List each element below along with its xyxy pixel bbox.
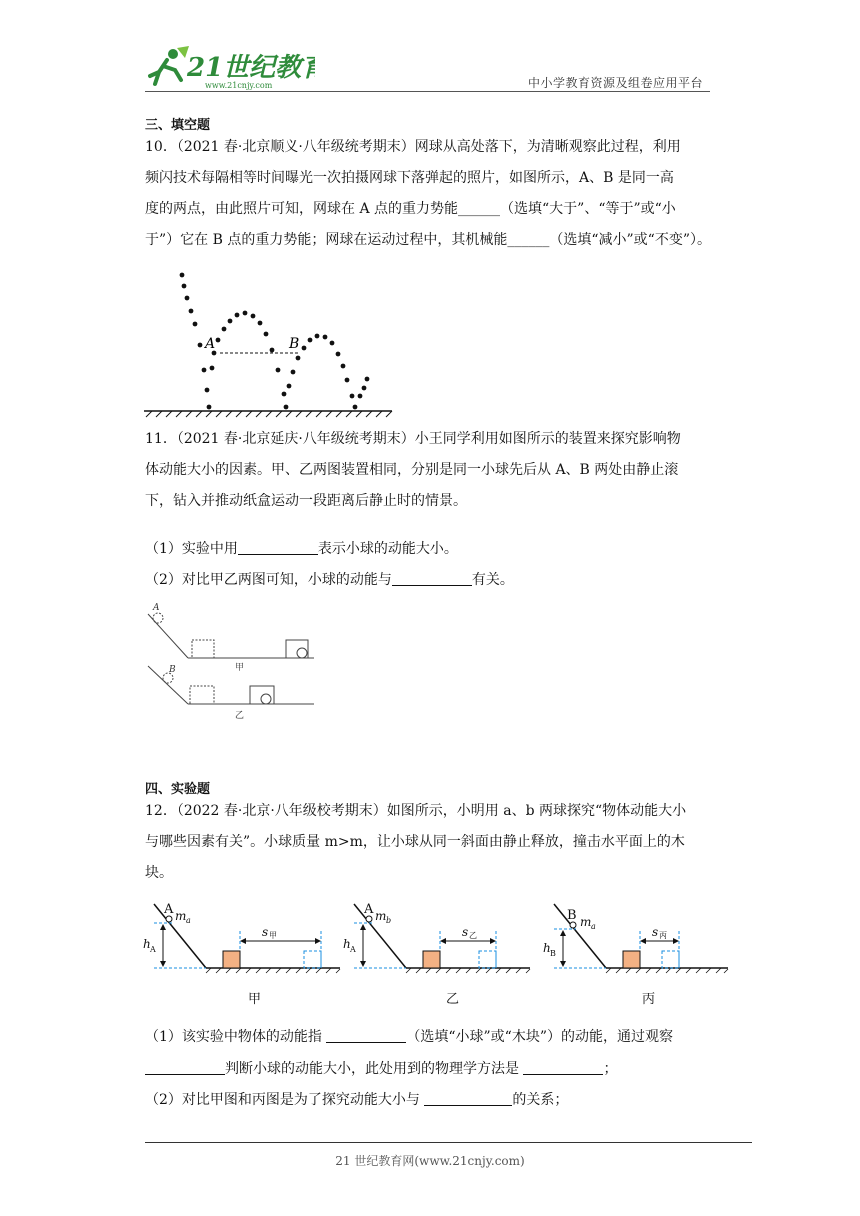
answer-blank[interactable]: [424, 1091, 512, 1106]
svg-text:B: B: [550, 949, 556, 958]
q11-label-a: A: [153, 603, 160, 613]
question-11: [145, 424, 715, 517]
q12-line: 12．（2022 春·北京·八年级校考期末）如图所示，小明用 a、b 两球探究“物体动能大小: [145, 803, 687, 819]
q10-line: 度的两点，由此照片可知，网球在 A 点的重力势能______（选填“大于”、“等于”或“小: [145, 201, 676, 217]
q12-line: 块。: [145, 865, 173, 881]
svg-text:h: h: [543, 941, 551, 955]
q10-strobe-figure: [142, 268, 394, 418]
q12-line: 与哪些因素有关”。小球质量 m>m，让小球从同一斜面由静止释放，撞击水平面上的木: [145, 834, 685, 850]
svg-text:丙: 丙: [659, 931, 667, 940]
q12-subquestion-1-cont: 判断小球的动能大小，此处用到的物理学方法是 ；: [145, 1058, 617, 1078]
q12-figures: [140, 898, 730, 1016]
q12-caption-yi: 乙: [446, 992, 460, 1007]
section-heading-experiment: 四、实验题: [145, 782, 211, 797]
q12-figure-bing: [543, 904, 728, 1007]
answer-blank[interactable]: [145, 1060, 225, 1075]
svg-text:甲: 甲: [269, 931, 277, 940]
footer-divider: [145, 1142, 752, 1143]
svg-text:A: A: [164, 902, 174, 917]
svg-text:乙: 乙: [469, 931, 477, 940]
platform-name: 中小学教育资源及组卷应用平台: [528, 76, 704, 90]
svg-text:m: m: [375, 909, 387, 923]
svg-text:A: A: [150, 945, 156, 954]
svg-text:h: h: [143, 937, 151, 951]
svg-text:A: A: [350, 945, 356, 954]
svg-text:m: m: [580, 915, 592, 929]
q11-line: 下，钻入并推动纸盒运动一段距离后静止时的情景。: [145, 493, 467, 509]
q12-subquestion-1: （1）该实验中物体的动能指 （选填“小球”或“木块”）的动能，通过观察: [145, 1029, 673, 1045]
q10-line: 于”）它在 B 点的重力势能；网球在运动过程中，其机械能______（选填“减小”或“不变”）。: [145, 232, 711, 248]
svg-text:h: h: [343, 937, 351, 951]
q11-subquestion-2: （2）对比甲乙两图可知，小球的动能与 有关。: [145, 572, 514, 588]
svg-text:a: a: [186, 916, 191, 925]
question-10: [145, 132, 715, 256]
q12-figure-jia: [143, 902, 340, 1007]
answer-blank[interactable]: [326, 1028, 406, 1043]
svg-text:a: a: [591, 922, 596, 931]
svg-text:b: b: [386, 916, 392, 925]
logo-runner-icon: [145, 44, 315, 92]
q11-label-b: B: [169, 665, 176, 675]
site-logo: [145, 44, 315, 92]
question-12: [145, 796, 715, 889]
q10-point-a-label: A: [205, 336, 216, 352]
q11-subquestion-1: （1）实验中用 表示小球的动能大小。: [145, 541, 458, 557]
q12-figure-yi: [343, 902, 530, 1007]
q11-line: 体动能大小的因素。甲、乙两图装置相同，分别是同一小球先后从 A、B 两处由静止滚: [145, 462, 679, 478]
q10-line: 频闪技术每隔相等时间曝光一次拍摄网球下落弹起的照片，如图所示，A、B 是同一高: [145, 170, 674, 186]
logo-text: 21世纪教育: [187, 53, 315, 83]
answer-blank[interactable]: [392, 571, 472, 586]
svg-text:s: s: [262, 925, 269, 939]
q10-point-b-label: B: [289, 336, 300, 352]
svg-text:B: B: [567, 908, 577, 923]
section-heading-fill-in: 三、填空题: [145, 118, 211, 133]
svg-text:A: A: [364, 902, 374, 917]
q11-line: 11．（2021 春·北京延庆·八年级统考期末）小王同学利用如图所示的装置来探究影响物: [145, 431, 681, 447]
q12-caption-jia: 甲: [248, 992, 262, 1007]
logo-url: www.21cnjy.com: [205, 81, 273, 90]
svg-text:s: s: [462, 925, 469, 939]
q10-line: 10．（2021 春·北京顺义·八年级统考期末）网球从高处落下，为清晰观察此过程，利用: [145, 139, 681, 155]
header-divider: [145, 91, 710, 92]
answer-blank[interactable]: [238, 540, 318, 555]
q11-caption-jia: 甲: [235, 663, 245, 673]
q11-caption-yi: 乙: [235, 711, 245, 720]
q12-caption-bing: 丙: [642, 992, 656, 1007]
q12-subquestion-2: （2）对比甲图和丙图是为了探究动能大小与 的关系；: [145, 1092, 569, 1108]
footer-site-link[interactable]: 21 世纪教育网(www.21cnjy.com): [335, 1154, 525, 1168]
svg-text:m: m: [175, 909, 187, 923]
svg-text:s: s: [652, 925, 659, 939]
answer-blank[interactable]: [523, 1060, 603, 1075]
q11-ramp-figure: [142, 602, 322, 720]
